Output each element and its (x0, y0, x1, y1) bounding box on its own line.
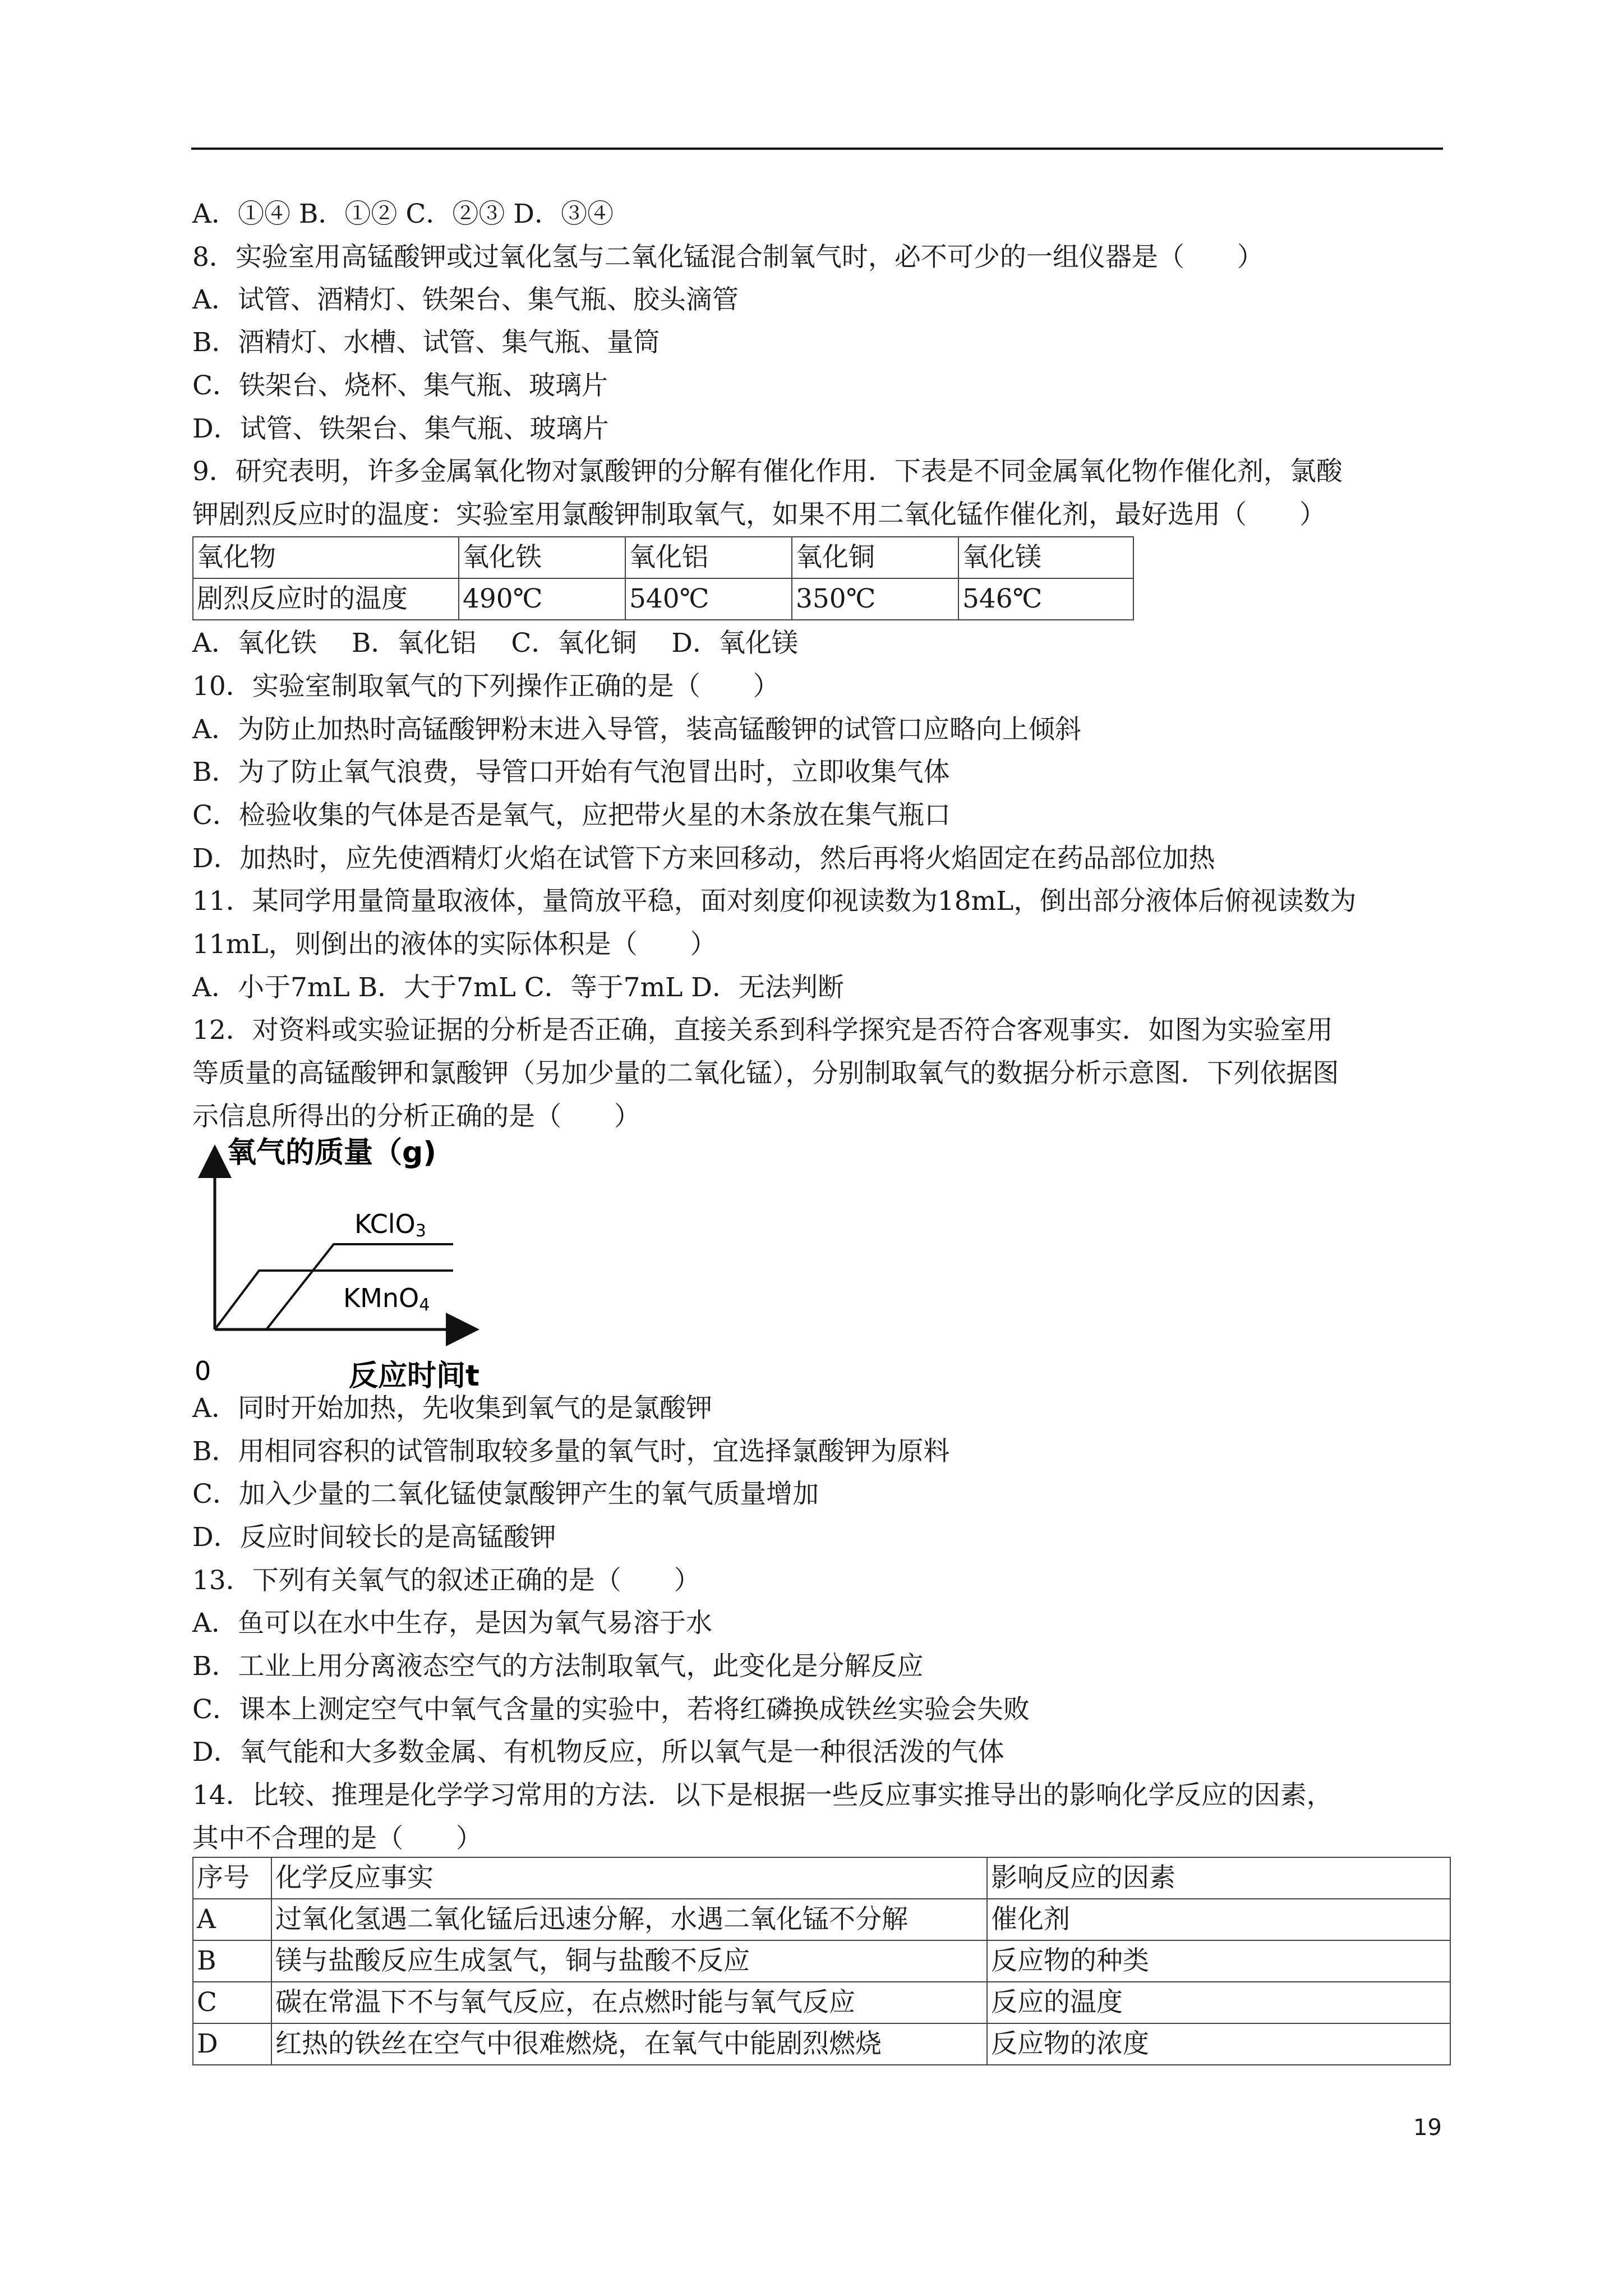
table-cell: 546℃ (958, 578, 1133, 620)
oxygen-mass-graph (191, 1128, 494, 1397)
table-cell: 反应物的浓度 (987, 2023, 1450, 2065)
q14-stem-line2: 其中不合理的是（ ） (192, 1823, 482, 1854)
table-cell: 镁与盐酸反应生成氢气，铜与盐酸不反应 (271, 1940, 987, 1982)
q12-option-c: C．加入少量的二氧化锰使氯酸钾产生的氧气质量增加 (192, 1479, 819, 1510)
q8-option-b: B．酒精灯、水槽、试管、集气瓶、量筒 (192, 327, 660, 358)
table-row (193, 1899, 1450, 1940)
kclo3-label: KClO3 (354, 1209, 426, 1241)
q13-option-d: D．氧气能和大多数金属、有机物反应，所以氧气是一种很活泼的气体 (192, 1737, 1004, 1768)
table-cell: 影响反应的因素 (987, 1857, 1450, 1899)
table-cell: A (193, 1899, 271, 1940)
q8-option-d: D．试管、铁架台、集气瓶、玻璃片 (192, 413, 609, 444)
table-cell: D (193, 2023, 271, 2065)
table-row (193, 1982, 1450, 2023)
q8-option-c: C．铁架台、烧杯、集气瓶、玻璃片 (192, 370, 608, 401)
table-cell: 红热的铁丝在空气中很难燃烧，在氧气中能剧烈燃烧 (271, 2023, 987, 2065)
x-axis-label: 反应时间t (349, 1359, 479, 1393)
table-cell: 过氧化氢遇二氧化锰后迅速分解，水遇二氧化锰不分解 (271, 1899, 987, 1940)
table-row (193, 537, 1133, 578)
table-cell: 碳在常温下不与氧气反应，在点燃时能与氧气反应 (271, 1982, 987, 2023)
origin-label: 0 (195, 1356, 211, 1386)
table-cell: 催化剂 (987, 1899, 1450, 1940)
q9-options: A．氧化铁 B．氧化铝 C．氧化铜 D．氧化镁 (192, 628, 798, 659)
table-cell: 490℃ (459, 578, 625, 620)
table-cell: 氧化铝 (625, 537, 792, 578)
q11-stem-line1: 11．某同学用量筒量取液体，量筒放平稳，面对刻度仰视读数为18mL，倒出部分液体后俯视读数为 (192, 886, 1357, 917)
y-axis-label: 氧气的质量（g) (227, 1136, 436, 1170)
table-row (193, 1857, 1450, 1899)
q13-stem: 13．下列有关氧气的叙述正确的是（ ） (192, 1565, 700, 1596)
q12-option-d: D．反应时间较长的是高锰酸钾 (192, 1522, 556, 1553)
q12-stem-line1: 12．对资料或实验证据的分析是否正确，直接关系到科学探究是否符合客观事实．如图为实验室用 (192, 1015, 1333, 1046)
q10-option-a: A．为防止加热时高锰酸钾粉末进入导管，装高锰酸钾的试管口应略向上倾斜 (192, 714, 1081, 745)
q9-stem-line2: 钾剧烈反应时的温度：实验室用氯酸钾制取氧气，如果不用二氧化锰作催化剂，最好选用（ ） (192, 499, 1326, 530)
table-cell: 氧化铁 (459, 537, 625, 578)
table-cell: 反应物的种类 (987, 1940, 1450, 1982)
table-cell: B (193, 1940, 271, 1982)
q13-option-b: B．工业上用分离液态空气的方法制取氧气，此变化是分解反应 (192, 1651, 924, 1682)
table-cell: 540℃ (625, 578, 792, 620)
q12-stem-line2: 等质量的高锰酸钾和氯酸钾（另加少量的二氧化锰），分别制取氧气的数据分析示意图．下列依据图 (192, 1058, 1339, 1089)
q10-option-c: C．检验收集的气体是否是氧气，应把带火星的木条放在集气瓶口 (192, 800, 951, 831)
q7-options: A．①④ B．①② C．②③ D．③④ (192, 199, 614, 229)
q10-option-b: B．为了防止氧气浪费，导管口开始有气泡冒出时，立即收集气体 (192, 757, 950, 788)
kmno4-label: KMnO4 (343, 1283, 430, 1315)
catalyst-temperature-table (192, 536, 1134, 620)
q12-stem-line3: 示信息所得出的分析正确的是（ ） (192, 1101, 640, 1132)
q10-stem: 10．实验室制取氧气的下列操作正确的是（ ） (192, 671, 780, 702)
q8-stem: 8．实验室用高锰酸钾或过氧化氢与二氧化锰混合制氧气时，必不可少的一组仪器是（ ） (192, 242, 1264, 273)
q11-options: A．小于7mL B．大于7mL C．等于7mL D．无法判断 (192, 972, 844, 1003)
table-cell: 氧化镁 (958, 537, 1133, 578)
table-cell: 氧化物 (193, 537, 459, 578)
table-cell: 序号 (193, 1857, 271, 1899)
reaction-factors-table (192, 1857, 1451, 2065)
table-cell: 350℃ (792, 578, 958, 620)
q9-stem-line1: 9．研究表明，许多金属氧化物对氯酸钾的分解有催化作用．下表是不同金属氧化物作催化剂，氯酸 (192, 456, 1343, 487)
table-row (193, 578, 1133, 620)
table-row (193, 2023, 1450, 2065)
q12-option-b: B．用相同容积的试管制取较多量的氧气时，宜选择氯酸钾为原料 (192, 1436, 950, 1467)
table-cell: C (193, 1982, 271, 2023)
q11-stem-line2: 11mL，则倒出的液体的实际体积是（ ） (192, 929, 717, 960)
q13-option-a: A．鱼可以在水中生存，是因为氧气易溶于水 (192, 1608, 712, 1639)
q8-option-a: A．试管、酒精灯、铁架台、集气瓶、胶头滴管 (192, 284, 739, 315)
table-cell: 剧烈反应时的温度 (193, 578, 459, 620)
q12-option-a: A．同时开始加热，先收集到氧气的是氯酸钾 (192, 1393, 712, 1424)
page-number: 19 (1413, 2115, 1442, 2141)
q13-option-c: C．课本上测定空气中氧气含量的实验中，若将红磷换成铁丝实验会失败 (192, 1694, 1030, 1725)
table-cell: 化学反应事实 (271, 1857, 987, 1899)
header-rule (191, 148, 1443, 150)
q14-stem-line1: 14．比较、推理是化学学习常用的方法．以下是根据一些反应事实推导出的影响化学反应的因素， (192, 1780, 1333, 1811)
q10-option-d: D．加热时，应先使酒精灯火焰在试管下方来回移动，然后再将火焰固定在药品部位加热 (192, 843, 1215, 874)
table-row (193, 1940, 1450, 1982)
table-cell: 反应的温度 (987, 1982, 1450, 2023)
table-cell: 氧化铜 (792, 537, 958, 578)
